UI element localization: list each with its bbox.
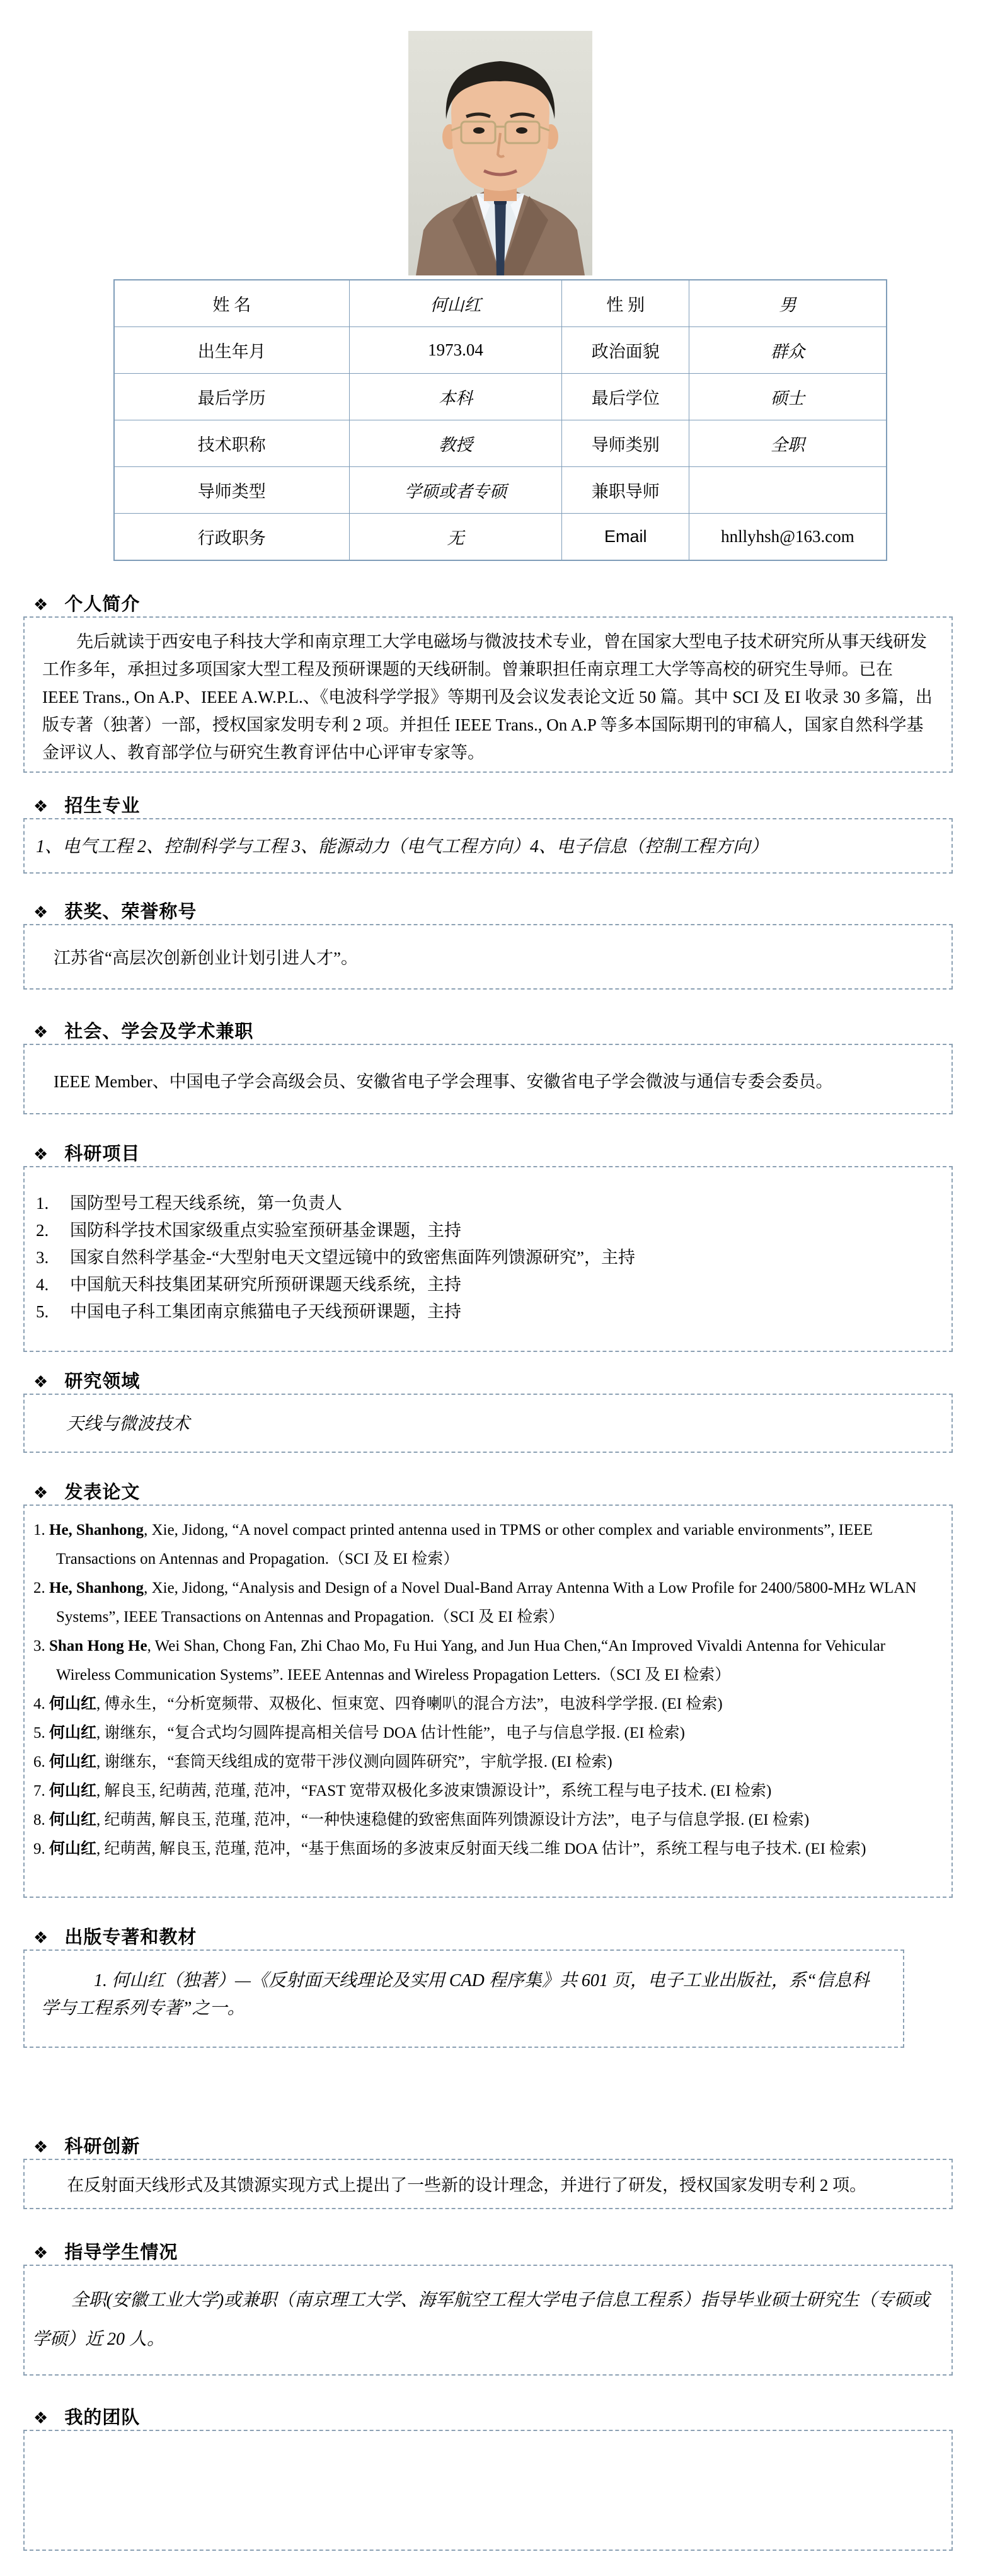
students-box [23,2265,953,2376]
birth-label: 出生年月 [114,327,350,374]
list-item [33,1217,939,1244]
section-heading-team [33,2407,953,2429]
team-box [23,2430,953,2551]
section-title: 招生专业 [64,796,141,816]
table-row [114,467,887,514]
paper-item [33,1516,938,1574]
section-title: 社会、学会及学术兼职 [64,1022,254,1042]
paper-number: 5. [33,1724,45,1741]
gender-value: 男 [689,280,887,327]
innovation-text: 在反射面天线形式及其馈源实现方式上提出了一些新的设计理念，并进行了研发，授权国家发明专利 2 项。 [67,2176,867,2195]
supervisor-type-label: 导师类型 [114,467,350,514]
students-text: 全职(安徽工业大学)或兼职（南京理工大学、海军航空工程大学电子信息工程系）指导毕业硕士研究生（专硕或学硕）近 20 人。 [32,2290,930,2349]
section-title: 科研项目 [64,1144,141,1164]
paper-citation: , Xie, Jidong, “A novel compact printed antenna used in TPMS or other complex and variable environments”, IEEE Transactions on Antennas and Propagation.（SCI 及 EI 检索） [56,1522,873,1568]
section-heading-memberships [33,1021,953,1043]
diamond-bullet-icon: ❖ [33,1483,49,1502]
supervisor-category-label: 导师类别 [562,420,689,467]
table-row [114,280,887,327]
paper-citation: , 纪萌茜, 解良玉, 范瑾, 范冲，“一种快速稳健的致密焦面阵列馈源设计方法”，电子与信息学报. (EI 检索) [96,1811,810,1828]
majors-text: 1、电气工程 2、控制科学与工程 3、能源动力（电气工程方向）4、电子信息（控制工程方向） [36,837,769,857]
paper-first-author: 何山红 [49,1695,97,1713]
table-row [114,374,887,420]
memberships-box [23,1044,953,1114]
email-label: Email [562,514,689,561]
paper-first-author: 何山红 [49,1811,97,1828]
paper-citation: , 纪萌茜, 解良玉, 范瑾, 范冲，“基于焦面场的多波束反射面天线二维 DOA 估计”，系统工程与电子技术. (EI 检索) [96,1840,866,1857]
paper-first-author: 何山红 [49,1840,97,1857]
paper-first-author: Shan Hong He [49,1637,147,1655]
degree-label: 最后学位 [562,374,689,420]
section-title: 我的团队 [64,2408,141,2428]
paper-number: 7. [33,1782,45,1799]
item-text: 国家自然科学基金-“大型射电天文望远镜中的致密焦面阵列馈源研究”，主持 [70,1248,635,1267]
diamond-bullet-icon: ❖ [33,595,49,614]
research-field-box [23,1394,953,1453]
paper-first-author: He, Shanhong [49,1522,144,1539]
profile-table [113,279,887,561]
diamond-bullet-icon: ❖ [33,2137,49,2156]
title-label: 技术职称 [114,420,350,467]
section-title: 指导学生情况 [64,2243,178,2263]
title-value: 教授 [349,420,561,467]
intro-text: 先后就读于西安电子科技大学和南京理工大学电磁场与微波技术专业，曾在国家大型电子技术研究所从事天线研发工作多年，承担过多项国家大型工程及预研课题的天线研制。曾兼职担任南京理工大学等高校的研究生导师。已在 IEEE Trans., On A.P、IEEE A.W.P.L.、《电波科学学报》等期刊及会议发表论文近 50 篇。其中 SCI 及 EI 收录 30 多篇，出版专著（独著）一部，授权国家发明专利 2 项。并担任 IEEE Trans., On A.P 等多本国际期刊的审稿人，国家自然科学基金评议人、教育部学位与研究生教育评估中心评审专家等。 [42,632,933,762]
diamond-bullet-icon: ❖ [33,2408,49,2427]
paper-item [33,1690,938,1719]
projects-box [23,1166,953,1352]
section-heading-innovation [33,2136,953,2157]
sections-container [23,594,953,2551]
paper-citation: , Wei Shan, Chong Fan, Zhi Chao Mo, Fu Hui Yang, and Jun Hua Chen,“An Improved Vivaldi Antenna for Vehicular Wireless Communication Systems”. IEEE Antennas and Wireless Propagation Letters.（SCI 及 EI 检索） [56,1637,885,1684]
item-number: 4. [36,1275,49,1294]
diamond-bullet-icon: ❖ [33,903,49,921]
paper-first-author: 何山红 [49,1724,97,1741]
item-number: 2. [36,1221,49,1240]
paper-citation: , 解良玉, 纪萌茜, 范瑾, 范冲，“FAST 宽带双极化多波束馈源设计”，系统工程与电子技术. (EI 检索) [96,1782,772,1799]
item-number: 1. [36,1194,49,1213]
profile-photo [408,31,592,275]
gender-label: 性 别 [562,280,689,327]
innovation-box [23,2159,953,2209]
paper-item [33,1719,938,1748]
list-item [33,1190,939,1217]
supervisor-type-value: 学硕或者专硕 [349,467,561,514]
paper-citation: , 傅永生，“分析宽频带、双极化、恒束宽、四脊喇叭的混合方法”，电波科学学报. (EI 检索) [96,1695,723,1713]
diamond-bullet-icon: ❖ [33,797,49,816]
paper-item [33,1574,938,1632]
paper-item [33,1632,938,1690]
paper-number: 9. [33,1840,45,1857]
paper-item [33,1777,938,1806]
memberships-text: IEEE Member、中国电子学会高级会员、安徽省电子学会理事、安徽省电子学会微波与通信专委会委员。 [54,1072,833,1091]
supervisor-category-value: 全职 [689,420,887,467]
list-item [33,1271,939,1298]
section-heading-books [33,1927,953,1948]
birth-value: 1973.04 [349,327,561,374]
paper-item [33,1748,938,1777]
item-number: 5. [36,1302,49,1321]
section-title: 出版专著和教材 [64,1927,197,1948]
table-row [114,514,887,561]
email-value: hnllyhsh@163.com [689,514,887,561]
section-title: 获奖、荣誉称号 [64,902,197,922]
books-box [23,1949,904,2048]
item-number: 3. [36,1248,49,1267]
diamond-bullet-icon: ❖ [33,1145,49,1164]
name-value: 何山红 [349,280,561,327]
section-heading-research-field [33,1371,953,1392]
section-title: 发表论文 [64,1482,141,1503]
diamond-bullet-icon: ❖ [33,1022,49,1041]
section-heading-projects [33,1143,953,1165]
name-label: 姓 名 [114,280,350,327]
paper-citation: , Xie, Jidong, “Analysis and Design of a Novel Dual-Band Array Antenna With a Low Profile for 2400/5800-MHz WLAN Systems”, IEEE Transactions on Antennas and Propagation.（SCI 及 EI 检索） [56,1580,917,1626]
majors-box [23,818,953,874]
paper-item [33,1835,938,1864]
section-title: 研究领域 [64,1372,141,1392]
table-row [114,327,887,374]
intro-box [23,616,953,773]
political-value: 群众 [689,327,887,374]
paper-number: 2. [33,1580,45,1597]
diamond-bullet-icon: ❖ [33,1928,49,1947]
table-row [114,420,887,467]
paper-citation: , 谢继东，“复合式均匀圆阵提高相关信号 DOA 估计性能”，电子与信息学报. (EI 检索) [96,1724,685,1741]
awards-box [23,924,953,990]
paper-citation: , 谢继东，“套筒天线组成的宽带干涉仪测向圆阵研究”，宇航学报. (EI 检索) [96,1753,612,1770]
paper-number: 4. [33,1695,45,1713]
section-title: 个人简介 [64,594,141,615]
research-field-text: 天线与微波技术 [66,1414,190,1434]
item-text: 国防型号工程天线系统，第一负责人 [70,1194,342,1213]
degree-value: 硕士 [689,374,887,420]
item-text: 中国电子科工集团南京熊猫电子天线预研课题，主持 [70,1302,461,1321]
awards-text: 江苏省“高层次创新创业计划引进人才”。 [54,949,358,967]
admin-post-label: 行政职务 [114,514,350,561]
parttime-supervisor-label: 兼职导师 [562,467,689,514]
item-text: 国防科学技术国家级重点实验室预研基金课题，主持 [70,1221,461,1240]
paper-first-author: 何山红 [49,1753,97,1770]
diamond-bullet-icon: ❖ [33,1372,49,1391]
item-text: 中国航天科技集团某研究所预研课题天线系统，主持 [70,1275,461,1294]
books-text: 1. 何山红（独著）—《反射面天线理论及实用 CAD 程序集》共 601 页，电子工业出版社，系“信息科学与工程系列专著”之一。 [41,1971,870,2018]
education-label: 最后学历 [114,374,350,420]
paper-first-author: 何山红 [49,1782,97,1799]
diamond-bullet-icon: ❖ [33,2243,49,2262]
political-label: 政治面貌 [562,327,689,374]
paper-number: 3. [33,1637,45,1655]
section-heading-intro [33,594,953,615]
section-heading-awards [33,901,953,923]
portrait-illustration [408,31,592,275]
paper-first-author: He, Shanhong [49,1580,144,1597]
paper-number: 6. [33,1753,45,1770]
list-item [33,1244,939,1271]
section-title: 科研创新 [64,2137,141,2157]
paper-number: 8. [33,1811,45,1828]
section-heading-students [33,2242,953,2263]
paper-item [33,1806,938,1835]
section-heading-papers [33,1482,953,1503]
education-value: 本科 [349,374,561,420]
paper-number: 1. [33,1522,45,1539]
section-heading-majors [33,795,953,817]
admin-post-value: 无 [349,514,561,561]
list-item [33,1298,939,1326]
papers-box [23,1505,953,1898]
parttime-supervisor-value [689,467,887,514]
